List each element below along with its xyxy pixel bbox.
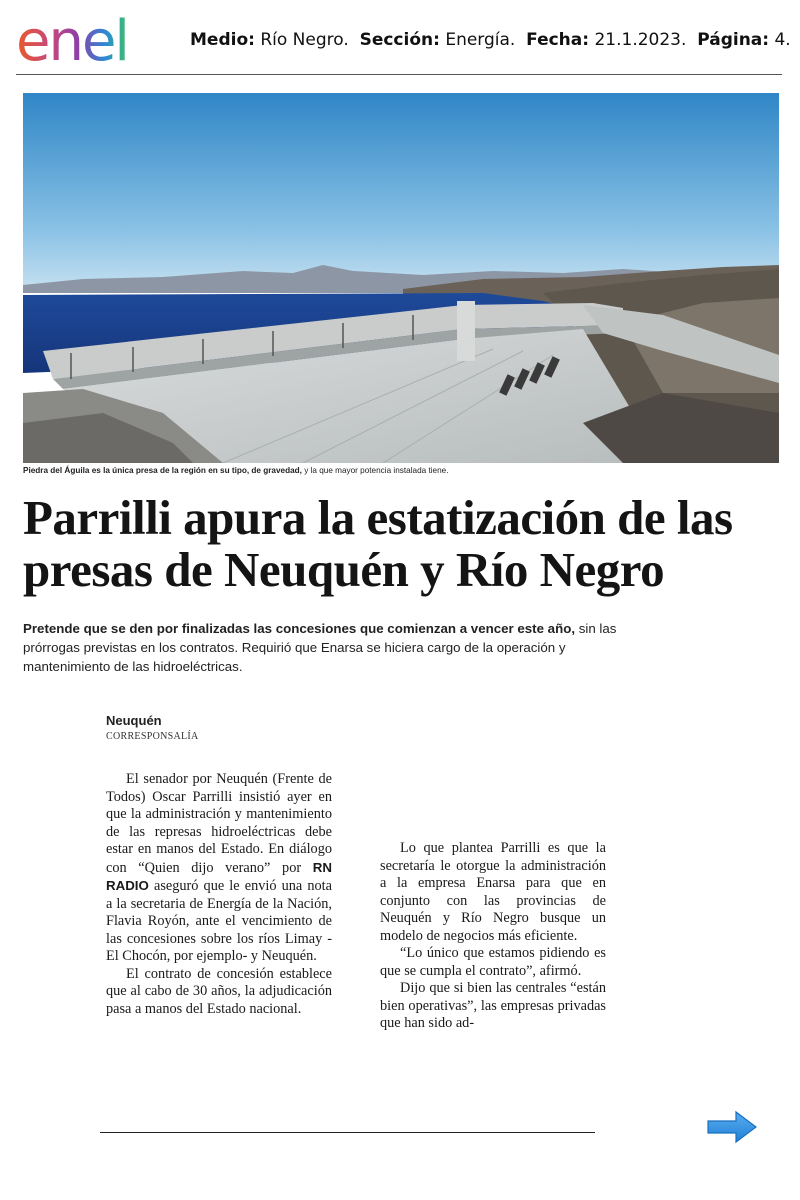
subheadline (23, 619, 623, 676)
col1-p1-radio-name: RN RADIO (106, 859, 332, 893)
byline-role: CORRESPONSALÍA (106, 731, 199, 742)
seccion-label: Sección: (359, 30, 440, 50)
fecha-value: 21.1.2023. (594, 30, 687, 50)
dam-photo (23, 93, 779, 463)
article-column-1 (106, 771, 332, 1018)
col2-paragraph-3: Dijo que si bien las centrales “están bien operativas”, las empresas privadas que han sido ad- (380, 980, 606, 1031)
fecha-label: Fecha: (526, 30, 590, 50)
arrow-right-icon (706, 1110, 758, 1144)
headline-line-2: presas de Neuquén y Río Negro (23, 542, 665, 597)
byline-place: Neuquén (106, 713, 162, 728)
pagina-value: 4. (774, 30, 791, 50)
caption-bold: Piedra del Águila es la única presa de la región en su tipo, de gravedad, (23, 466, 302, 475)
header-divider (16, 74, 782, 75)
seccion-value: Energía. (445, 30, 516, 50)
enel-logo-mark (16, 14, 168, 68)
next-page-button[interactable] (706, 1110, 758, 1144)
press-metadata (190, 30, 791, 50)
headline (23, 492, 793, 596)
subhead-bold: Pretende que se den por finalizadas las concesiones que comienzan a vencer este año, (23, 621, 576, 636)
caption-rest: y la que mayor potencia instalada tiene. (301, 466, 449, 475)
medio-value: Río Negro. (260, 30, 349, 50)
article-column-2 (380, 840, 606, 1033)
headline-line-1: Parrilli apura la estatización de las (23, 490, 733, 545)
photo-caption (23, 466, 783, 475)
footer-divider (100, 1132, 595, 1133)
col2-paragraph-1: Lo que plantea Parrilli es que la secretaría le otorgue la administración a la empresa Enarsa para que en conjunto con las provincias de Neuquén y Río Negro busque un modelo de negocios más eficiente. (380, 840, 606, 944)
medio-label: Medio: (190, 30, 255, 50)
enel-logo (16, 14, 168, 68)
pagina-label: Página: (697, 30, 770, 50)
col1-paragraph-2: El contrato de concesión establece que al cabo de 30 años, la adjudicación pasa a manos del Estado nacional. (106, 965, 332, 1017)
col1-p1-text-a: El senador por Neuquén (Frente de Todos) Oscar Parrilli insistió ayer en que la administración y mantenimiento de las represas hidroeléctricas debe estar en manos del Estado. En diálogo con “Quien dijo verano” por (106, 771, 332, 876)
col1-paragraph-1 (106, 771, 332, 966)
subhead-rest: sin las prórrogas previstas en los contratos. Requirió que Enarsa se hiciera cargo de la operación y mantenimiento de las hidroeléctricas. (23, 621, 617, 674)
col1-p1-text-b: aseguró que le envió una nota a la secretaria de Energía de la Nación, Flavia Royón, ante el vencimiento de las concesiones sobre los ríos Limay -El Chocón, por ejemplo- y Neuquén. (106, 878, 332, 964)
col2-paragraph-2: “Lo único que estamos pidiendo es que se cumpla el contrato”, afirmó. (380, 945, 606, 979)
enel-logo-text: enel (16, 14, 128, 68)
